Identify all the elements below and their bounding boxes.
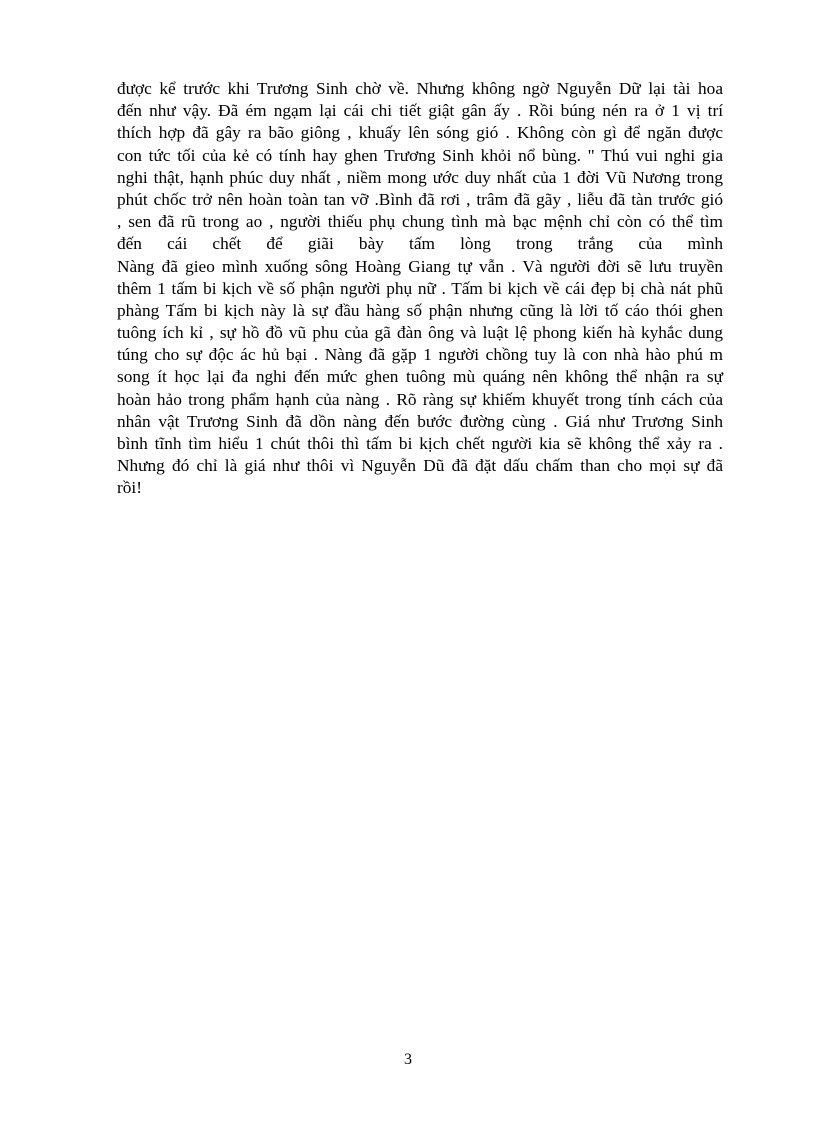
- text-line: song ít học lại đa nghi đến mức ghen tuông mù quáng nên không thể nhận ra sự: [117, 367, 723, 387]
- text-line: Nàng đã gieo mình xuống sông Hoàng Giang tự vẫn . Và người đời sẽ lưu truyền: [117, 256, 723, 276]
- text-line: phàng Tấm bi kịch này là sự đầu hàng số phận nhưng cũng là lời tố cáo thói ghen: [117, 300, 723, 320]
- text-line: con tức tối của kẻ có tính hay ghen Trương Sinh khỏi nổ bùng. " Thú vui nghi gia: [117, 145, 723, 165]
- text-line: thích hợp đã gây ra bão giông , khuấy lên sóng gió . Không còn gì để ngăn được: [117, 123, 723, 143]
- text-line: được kể trước khi Trương Sinh chờ về. Nhưng không ngờ Nguyễn Dữ lại tài hoa: [117, 79, 723, 98]
- text-line: nghi thật, hạnh phúc duy nhất , niềm mong ước duy nhất của 1 đời Vũ Nương trong: [117, 167, 723, 187]
- document-body: [117, 78, 723, 500]
- text-line: Nhưng đó chỉ là giá như thôi vì Nguyễn Dũ đã đặt dấu chấm than cho mọi sự đã: [117, 456, 723, 476]
- text-line: hoàn hảo trong phẩm hạnh của nàng . Rõ ràng sự khiếm khuyết trong tính cách của: [117, 389, 723, 409]
- text-line: phút chốc trở nên hoàn toàn tan vỡ .Bình đã rơi , trâm đã gãy , liễu đã tàn trước gió: [117, 189, 723, 209]
- text-line: bình tĩnh tìm hiểu 1 chút thôi thì tấm bi kịch chết người kia sẽ không thể xảy ra .: [117, 434, 723, 453]
- text-line: tuông ích kỉ , sự hồ đồ vũ phu của gã đàn ông và luật lệ phong kiến hà kyhắc dung: [117, 323, 723, 343]
- text-line: nhân vật Trương Sinh đã dồn nàng đến bước đường cùng . Giá như Trương Sinh: [117, 411, 723, 431]
- text-line: đến như vậy. Đã ém ngạm lại cái chi tiết giật gân ấy . Rồi búng nén ra ở 1 vị trí: [117, 101, 723, 121]
- text-line: túng cho sự độc ác hủ bại . Nàng đã gặp 1 người chồng tuy là con nhà hào phú m: [117, 345, 723, 365]
- text-line: rồi!: [117, 478, 142, 498]
- text-line: thêm 1 tấm bi kịch về số phận người phụ nữ . Tấm bi kịch về cái đẹp bị chà nát phũ: [117, 278, 723, 298]
- text-line: đến cái chết để giãi bày tấm lòng trong trắng của mình: [117, 234, 723, 254]
- page-number: 3: [404, 1051, 412, 1068]
- text-line: , sen đã rũ trong ao , người thiếu phụ chung tình mà bạc mệnh chỉ còn có thể tìm: [117, 212, 723, 232]
